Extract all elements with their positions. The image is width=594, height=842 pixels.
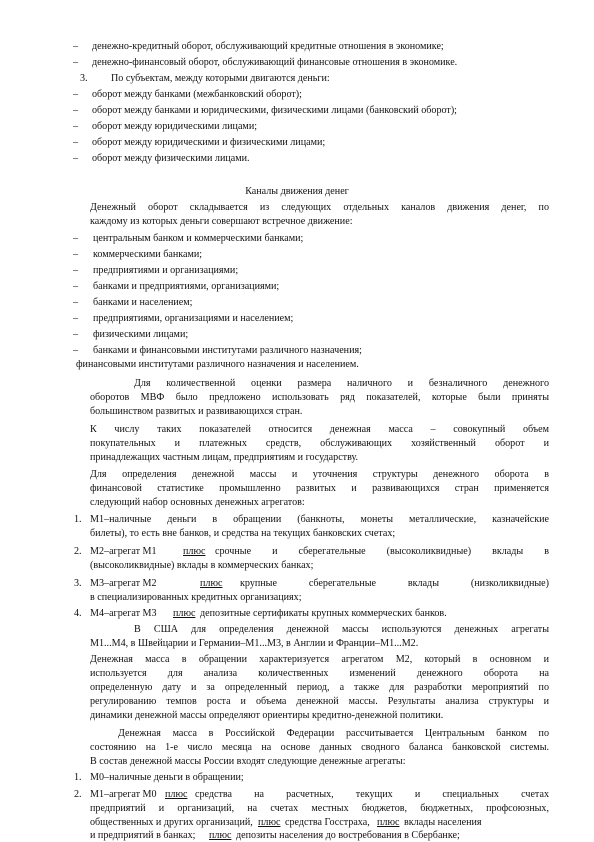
paragraph-line: принадлежащих частным лицам, предприятиям и государству. — [90, 452, 359, 463]
list-item: средства на расчетных, текущих и специальных счетах — [195, 789, 549, 800]
bullet-dash: – — [73, 249, 79, 260]
paragraph-line: Денежный оборот складывается из следующих отдельных каналов движения денег, по — [90, 202, 549, 213]
bullet-dash: – — [73, 89, 79, 100]
list-item: денежно-кредитный оборот, обслуживающий кредитные отношения в экономике; — [92, 41, 444, 52]
list-item: крупные сберегательные вклады (низколиквидные) — [240, 578, 549, 589]
list-item: банками и финансовыми институтами различного назначения; — [93, 345, 362, 356]
item-number: 3. — [74, 578, 82, 589]
item-number: 4. — [74, 608, 82, 619]
underlined-plus: плюс — [200, 578, 223, 589]
list-item: оборот между юридическими и физическими лицами; — [92, 137, 326, 148]
list-item: в специализированных кредитных организациях; — [90, 592, 302, 603]
underlined-plus: плюс — [377, 817, 400, 828]
paragraph-line: определенную дату и за определенный период, а также для разработки мероприятий по — [90, 682, 549, 693]
list-item: (высоколиквидные) вклады в коммерческих банках; — [90, 560, 314, 571]
paragraph-line: каждому из которых деньги совершают встречное движение: — [90, 216, 353, 227]
list-item: банками и предприятиями, организациями; — [93, 281, 280, 292]
paragraph-line: оборотов МВФ было предложено использовать ряд показателей, которые были приняты — [90, 392, 549, 403]
list-item: и предприятий в банках; — [90, 830, 196, 841]
list-item: денежно-финансовый оборот, обслуживающий финансовые отношения в экономике. — [92, 57, 458, 68]
paragraph-line: В США для определения денежной массы используются денежных агрегаты — [134, 624, 549, 635]
paragraph-line: финансовыми институтами различного назначения и населением. — [76, 359, 359, 370]
item-number: 1. — [74, 514, 82, 525]
list-item: M3–агрегат M2 — [90, 578, 157, 589]
list-item: M0–наличные деньги в обращении; — [90, 772, 244, 783]
list-item: депозитные сертификаты крупных коммерческих банков. — [200, 608, 447, 619]
list-item: вклады населения — [404, 817, 482, 828]
list-item: общественных и других организаций, — [90, 817, 253, 828]
bullet-dash: – — [73, 105, 79, 116]
paragraph-line: состоянию на 1-е число месяца на основе данных сводного баланса банковской системы. — [90, 742, 549, 753]
item-number: 3. — [80, 73, 88, 84]
item-number: 1. — [74, 772, 82, 783]
bullet-dash: – — [73, 57, 79, 68]
bullet-dash: – — [73, 153, 79, 164]
bullet-dash: – — [73, 329, 79, 340]
paragraph-line: M1...M4, в Швейцарии и Германии–M1...M3, в Англии и Франции–M1...M2. — [90, 638, 419, 649]
underlined-plus: плюс — [258, 817, 281, 828]
underlined-plus: плюс — [183, 546, 206, 557]
list-item: предприятиями и организациями; — [93, 265, 239, 276]
paragraph-line: используется для анализа количественных изменений денежного оборота на — [90, 668, 549, 679]
underlined-plus: плюс — [209, 830, 232, 841]
list-item: M1–наличные деньги в обращении (банкноты, монеты металлические, казначейские — [90, 514, 549, 525]
item-number: 2. — [74, 546, 82, 557]
list-item: оборот между физическими лицами. — [92, 153, 250, 164]
item-number: 2. — [74, 789, 82, 800]
underlined-plus: плюс — [165, 789, 188, 800]
paragraph-line: Для количественной оценки размера наличного и безналичного денежного — [134, 378, 549, 389]
list-item: оборот между банками (межбанковский оборот); — [92, 89, 302, 100]
bullet-dash: – — [73, 233, 79, 244]
list-item: M4–агрегат M3 — [90, 608, 157, 619]
list-item: депозиты населения до востребования в Сбербанке; — [236, 830, 460, 841]
list-item: билеты), то есть вне банков, и средства на текущих банковских счетах; — [90, 528, 396, 539]
bullet-dash: – — [73, 265, 79, 276]
paragraph-line: В состав денежной массы России входят следующие денежные агрегаты: — [90, 756, 406, 767]
paragraph-line: финансовой статистике промышленно развитых и развивающихся стран применяется — [90, 483, 549, 494]
paragraph-line: регулированию темпов роста и объема денежной массы. Результаты анализа структуры и — [90, 696, 549, 707]
paragraph-line: динамики денежной массы определяют ориентиры кредитно-денежной политики. — [90, 710, 444, 721]
paragraph-line: следующий набор основных денежных агрегатов: — [90, 497, 305, 508]
paragraph-line: покупательных и платежных средств, обслуживающих хозяйственный оборот и — [90, 438, 549, 449]
bullet-dash: – — [73, 281, 79, 292]
bullet-dash: – — [73, 137, 79, 148]
bullet-dash: – — [73, 345, 79, 356]
list-item: предприятиями, организациями и населением; — [93, 313, 294, 324]
list-item: центральным банком и коммерческими банками; — [93, 233, 304, 244]
list-item: коммерческими банками; — [93, 249, 203, 260]
list-item: оборот между юридическими лицами; — [92, 121, 258, 132]
list-item: По субъектам, между которыми двигаются деньги: — [111, 73, 330, 84]
underlined-plus: плюс — [173, 608, 196, 619]
paragraph-line: Денежная масса в обращении характеризуется агрегатом M2, который в основном и — [90, 654, 549, 665]
list-item: M1–агрегат M0 — [90, 789, 157, 800]
bullet-dash: – — [73, 121, 79, 132]
paragraph-line: Для определения денежной массы и уточнения структуры денежного оборота в — [90, 469, 549, 480]
list-item: M2–агрегат M1 — [90, 546, 157, 557]
paragraph-line: Денежная масса в Российской Федерации рассчитывается Центральным банком по — [118, 728, 549, 739]
list-item: оборот между банками и юридическими, физическими лицами (банковский оборот); — [92, 105, 457, 116]
list-item: срочные и сберегательные (высоколиквидные) вклады в — [215, 546, 549, 557]
bullet-dash: – — [73, 41, 79, 52]
bullet-dash: – — [73, 313, 79, 324]
list-item: средства Госстраха, — [285, 817, 370, 828]
list-item: предприятий и организаций, на счетах местных бюджетов, бюджетных, профсоюзных, — [90, 803, 549, 814]
list-item: физическими лицами; — [93, 329, 189, 340]
bullet-dash: – — [73, 297, 79, 308]
list-item: банками и населением; — [93, 297, 193, 308]
section-heading: Каналы движения денег — [245, 186, 349, 197]
paragraph-line: большинством развитых и развивающихся стран. — [90, 406, 303, 417]
paragraph-line: К числу таких показателей относится денежная масса – совокупный объем — [90, 424, 549, 435]
